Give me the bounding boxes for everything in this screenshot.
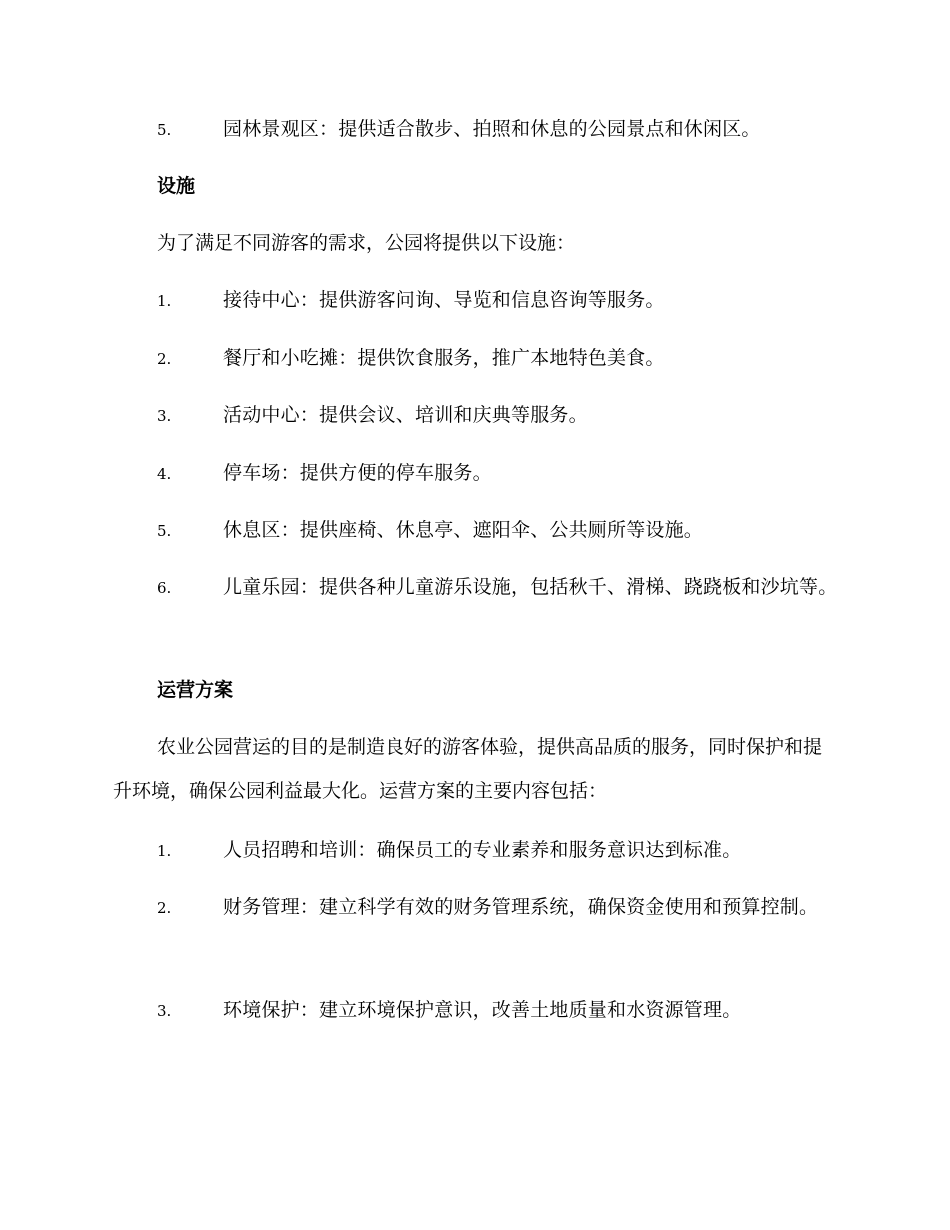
list-number: 4.: [157, 465, 172, 483]
list-item: [113, 508, 838, 553]
list-item: [113, 393, 838, 438]
list-number: 5.: [157, 121, 172, 139]
operations-intro: 农业公园营运的目的是制造良好的游客体验，提供高品质的服务，同时保护和提升环境，确保公园利益最大化。运营方案的主要内容包括：: [113, 736, 823, 802]
list-number: 3.: [157, 407, 172, 425]
section-heading-facilities: 设施: [157, 175, 196, 197]
list-number: 2.: [157, 350, 172, 368]
list-item: [113, 278, 838, 323]
list-item: [113, 565, 838, 610]
list-item: [113, 828, 838, 873]
list-text: 活动中心：提供会议、培训和庆典等服务。: [223, 404, 588, 426]
list-item: [113, 336, 838, 381]
section-heading-operations: 运营方案: [157, 679, 234, 701]
list-text: 人员招聘和培训：确保员工的专业素养和服务意识达到标准。: [223, 839, 742, 861]
list-number: 5.: [157, 522, 172, 540]
list-text: 财务管理：建立科学有效的财务管理系统，确保资金使用和预算控制。: [223, 896, 819, 918]
list-number: 2.: [157, 899, 172, 917]
list-item: [113, 885, 838, 930]
list-text: 接待中心：提供游客问询、导览和信息咨询等服务。: [223, 289, 665, 311]
list-item: [113, 451, 838, 496]
list-number: 6.: [157, 579, 172, 597]
list-item: [113, 988, 838, 1033]
list-number: 3.: [157, 1002, 172, 1020]
list-text: 园林景观区：提供适合散步、拍照和休息的公园景点和休闲区。: [223, 118, 761, 140]
list-number: 1.: [157, 292, 172, 310]
list-text: 停车场：提供方便的停车服务。: [223, 462, 492, 484]
list-text: 休息区：提供座椅、休息亭、遮阳伞、公共厕所等设施。: [223, 519, 704, 541]
list-number: 1.: [157, 842, 172, 860]
list-text: 餐厅和小吃摊：提供饮食服务，推广本地特色美食。: [223, 347, 665, 369]
list-item-landscape: [113, 107, 838, 152]
list-text: 儿童乐园：提供各种儿童游乐设施，包括秋千、滑梯、跷跷板和沙坑等。: [223, 576, 838, 598]
facilities-intro: 为了满足不同游客的需求，公园将提供以下设施：: [157, 232, 576, 254]
list-text: 环境保护：建立环境保护意识，改善土地质量和水资源管理。: [223, 999, 742, 1021]
